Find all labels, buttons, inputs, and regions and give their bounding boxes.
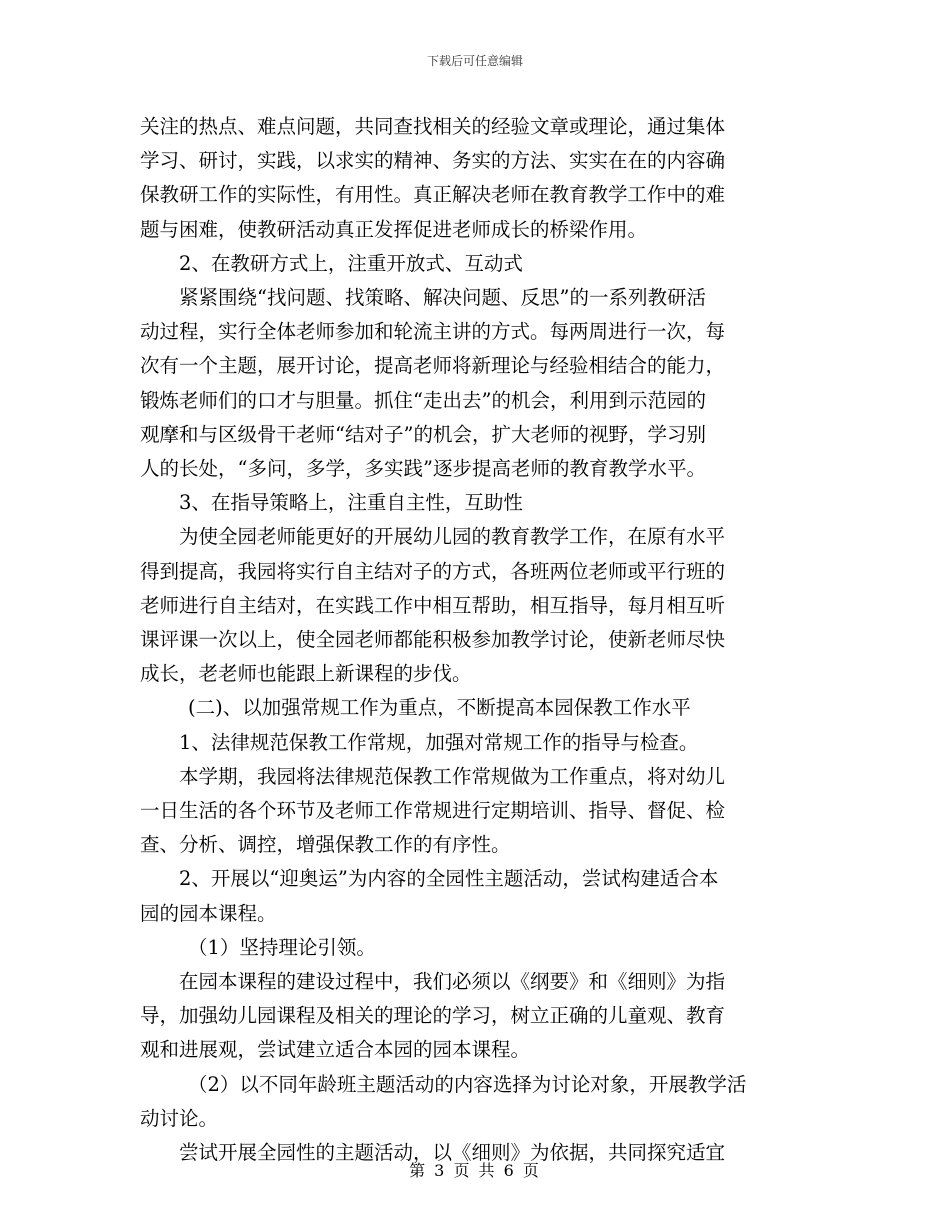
paragraph-line: 动过程，实行全体老师参加和轮流主讲的方式。每两周进行一次，每 — [140, 320, 726, 344]
paragraph-line: 得到提高，我园将实行自主结对子的方式，各班两位老师或平行班的 — [140, 559, 726, 583]
paragraph-line: 园的园本课程。 — [140, 901, 277, 925]
paragraph-line: 在园本课程的建设过程中，我们必须以《纲要》和《细则》为指 — [179, 970, 726, 994]
paragraph-line: 保教研工作的实际性，有用性。真正解决老师在教育教学工作中的难 — [140, 183, 726, 207]
paragraph-line: 一日生活的各个环节及老师工作常规进行定期培训、指导、督促、检 — [140, 799, 726, 823]
section-heading: 2、开展以“迎奥运”为内容的全园性主题活动，尝试构建适合本 — [179, 867, 719, 891]
paragraph-line: 关注的热点、难点问题，共同查找相关的经验文章或理论，通过集体 — [140, 115, 726, 138]
subsection-heading: （2）以不同年龄班主题活动的内容选择为讨论对象，开展教学活 — [188, 1072, 747, 1096]
paragraph-line: 课评课一次以上，使全园老师都能积极参加教学讨论，使新老师尽快 — [140, 628, 726, 652]
paragraph-line: 本学期，我园将法律规范保教工作常规做为工作重点，将对幼儿 — [179, 764, 726, 788]
page-header: 下载后可任意编辑 — [426, 54, 523, 68]
paragraph-line: 次有一个主题，展开讨论，提高老师将新理论与经验相结合的能力， — [140, 354, 726, 378]
paragraph-line: 老师进行自主结对，在实践工作中相互帮助，相互指导，每月相互听 — [140, 593, 726, 617]
page-footer: 第 3 页 共 6 页 — [409, 1161, 541, 1180]
paragraph-line: 导，加强幼儿园课程及相关的理论的学习，树立正确的儿童观、教育 — [140, 1004, 726, 1028]
paragraph-line: 查、分析、调控，增强保教工作的有序性。 — [140, 833, 511, 857]
subsection-heading: （1）坚持理论引领。 — [188, 935, 376, 959]
paragraph-line: 学习、研讨，实践，以求实的精神、务实的方法、实实在在的内容确 — [140, 149, 726, 173]
section-heading: 1、法律规范保教工作常规，加强对常规工作的指导与检查。 — [179, 730, 699, 754]
section-heading: 2、在教研方式上，注重开放式、互动式 — [179, 251, 523, 275]
paragraph-line: 锻炼老师们的口才与胆量。抓住“走出去”的机会，利用到示范园的 — [140, 388, 706, 412]
section-heading: (二)、以加强常规工作为重点，不断提高本园保教工作水平 — [188, 696, 691, 720]
document-body — [140, 110, 810, 1170]
paragraph-line: 题与困难，使教研活动真正发挥促进老师成长的桥梁作用。 — [140, 217, 648, 241]
section-heading: 3、在指导策略上，注重自主性，互助性 — [179, 491, 523, 515]
paragraph-line: 紧紧围绕“找问题、找策略、解决问题、反思”的一系列教研活 — [179, 286, 706, 310]
paragraph-line: 观和进展观，尝试建立适合本园的园本课程。 — [140, 1038, 531, 1062]
paragraph-line: 人的长处，“多问，多学，多实践”逐步提高老师的教育教学水平。 — [140, 457, 706, 481]
paragraph-line: 动讨论。 — [140, 1106, 219, 1130]
paragraph-line: 尝试开展全园性的主题活动，以《细则》为依据，共同探究适宜 — [179, 1141, 726, 1165]
paragraph-line: 成长，老老师也能跟上新课程的步伐。 — [140, 662, 472, 686]
paragraph-line: 观摩和与区级骨干老师“结对子”的机会，扩大老师的视野，学习别 — [140, 422, 706, 446]
paragraph-line: 为使全园老师能更好的开展幼儿园的教育教学工作，在原有水平 — [179, 525, 726, 549]
